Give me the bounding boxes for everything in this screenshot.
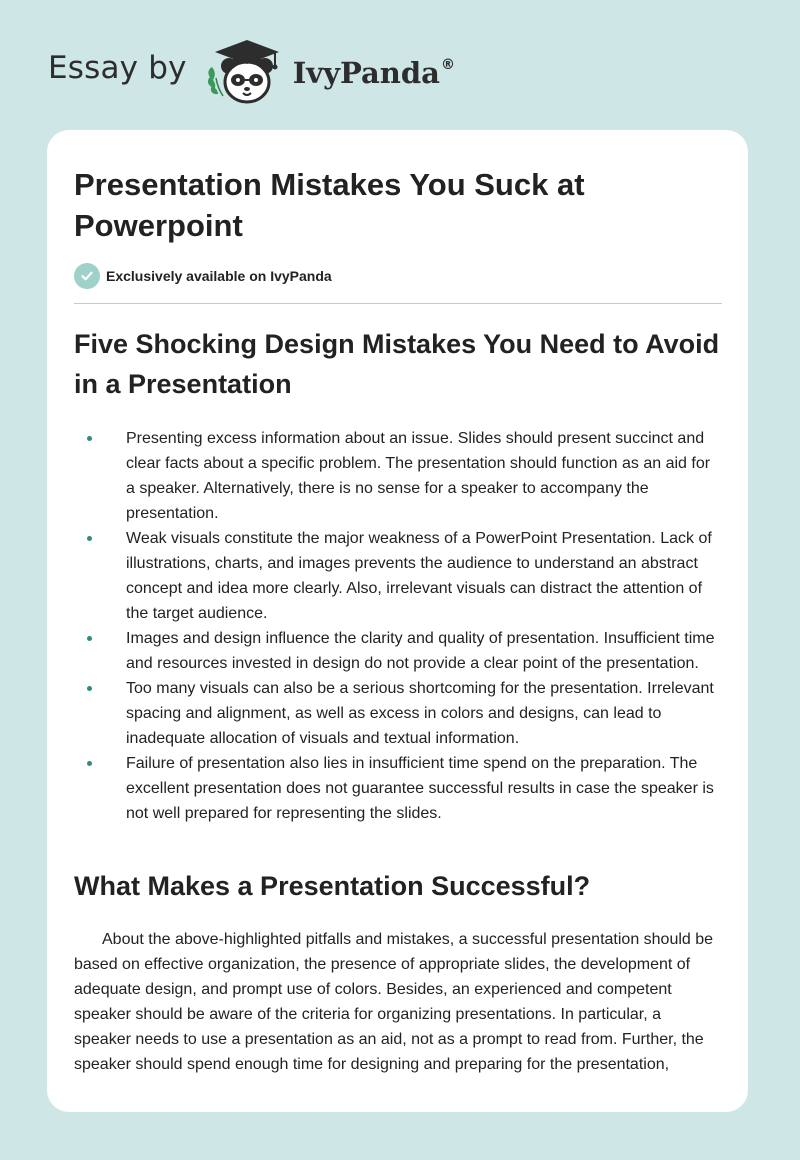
mistakes-list xyxy=(74,426,722,826)
list-item xyxy=(74,526,722,626)
section-heading-mistakes: Five Shocking Design Mistakes You Need to Avoid in a Presentation xyxy=(74,329,720,399)
list-item-text: Failure of presentation also lies in insufficient time spend on the preparation. The excellent presentation does not guarantee successful results in case the speaker is not well prepared for representing the slides. xyxy=(126,755,714,822)
list-item-text: Too many visuals can also be a serious shortcoming for the presentation. Irrelevant spacing and alignment, as well as excess in colors and designs, can lead to inadequate allocation of visuals and textual information. xyxy=(126,680,714,747)
essay-card xyxy=(47,130,748,1112)
registered-mark: ® xyxy=(440,57,455,73)
section-heading-success: What Makes a Presentation Successful? xyxy=(74,871,591,901)
list-item xyxy=(74,751,722,826)
page-title: Presentation Mistakes You Suck at Powerpoint xyxy=(74,167,585,243)
bullet-icon xyxy=(87,761,92,766)
check-circle-icon xyxy=(74,263,100,289)
title-divider xyxy=(74,303,722,304)
list-item xyxy=(74,626,722,676)
list-item-text: Presenting excess information about an issue. Slides should present succinct and clear facts about a specific problem. The presentation should function as an aid for a speaker. Alternatively, there is no sense for a speaker to accompany the presentation. xyxy=(126,430,711,522)
exclusive-badge xyxy=(74,263,332,289)
list-item-text: Images and design influence the clarity and quality of presentation. Insufficient time and resources invested in design do not provide a clear point of the presentation. xyxy=(126,630,715,672)
bullet-icon xyxy=(87,436,92,441)
list-item xyxy=(74,426,722,526)
site-header xyxy=(48,36,455,108)
bullet-icon xyxy=(87,536,92,541)
brand-text: IvyPanda xyxy=(292,56,440,90)
ivypanda-logo-icon[interactable] xyxy=(203,36,291,108)
bullet-icon xyxy=(87,686,92,691)
exclusive-badge-label: Exclusively available on IvyPanda xyxy=(106,268,332,284)
list-item-text: Weak visuals constitute the major weakness of a PowerPoint Presentation. Lack of illustrations, charts, and images prevents the audience to understand an abstract concept and idea more clearly. Also, irrelevant visuals can distract the attention of the target audience. xyxy=(126,530,712,622)
bullet-icon xyxy=(87,636,92,641)
essay-by-label: Essay by xyxy=(48,50,187,86)
brand-name[interactable] xyxy=(293,56,455,90)
body-paragraph: About the above-highlighted pitfalls and mistakes, a successful presentation should be based on effective organization, the presence of appropriate slides, the development of adequate design, and prompt use of colors. Besides, an experienced and competent speaker should be aware of the criteria for organizing presentations. In particular, a speaker needs to use a presentation as an aid, not as a prompt to read from. Further, the speaker should spend enough time for designing and preparing for the presentation, xyxy=(74,931,714,1073)
list-item xyxy=(74,676,722,751)
